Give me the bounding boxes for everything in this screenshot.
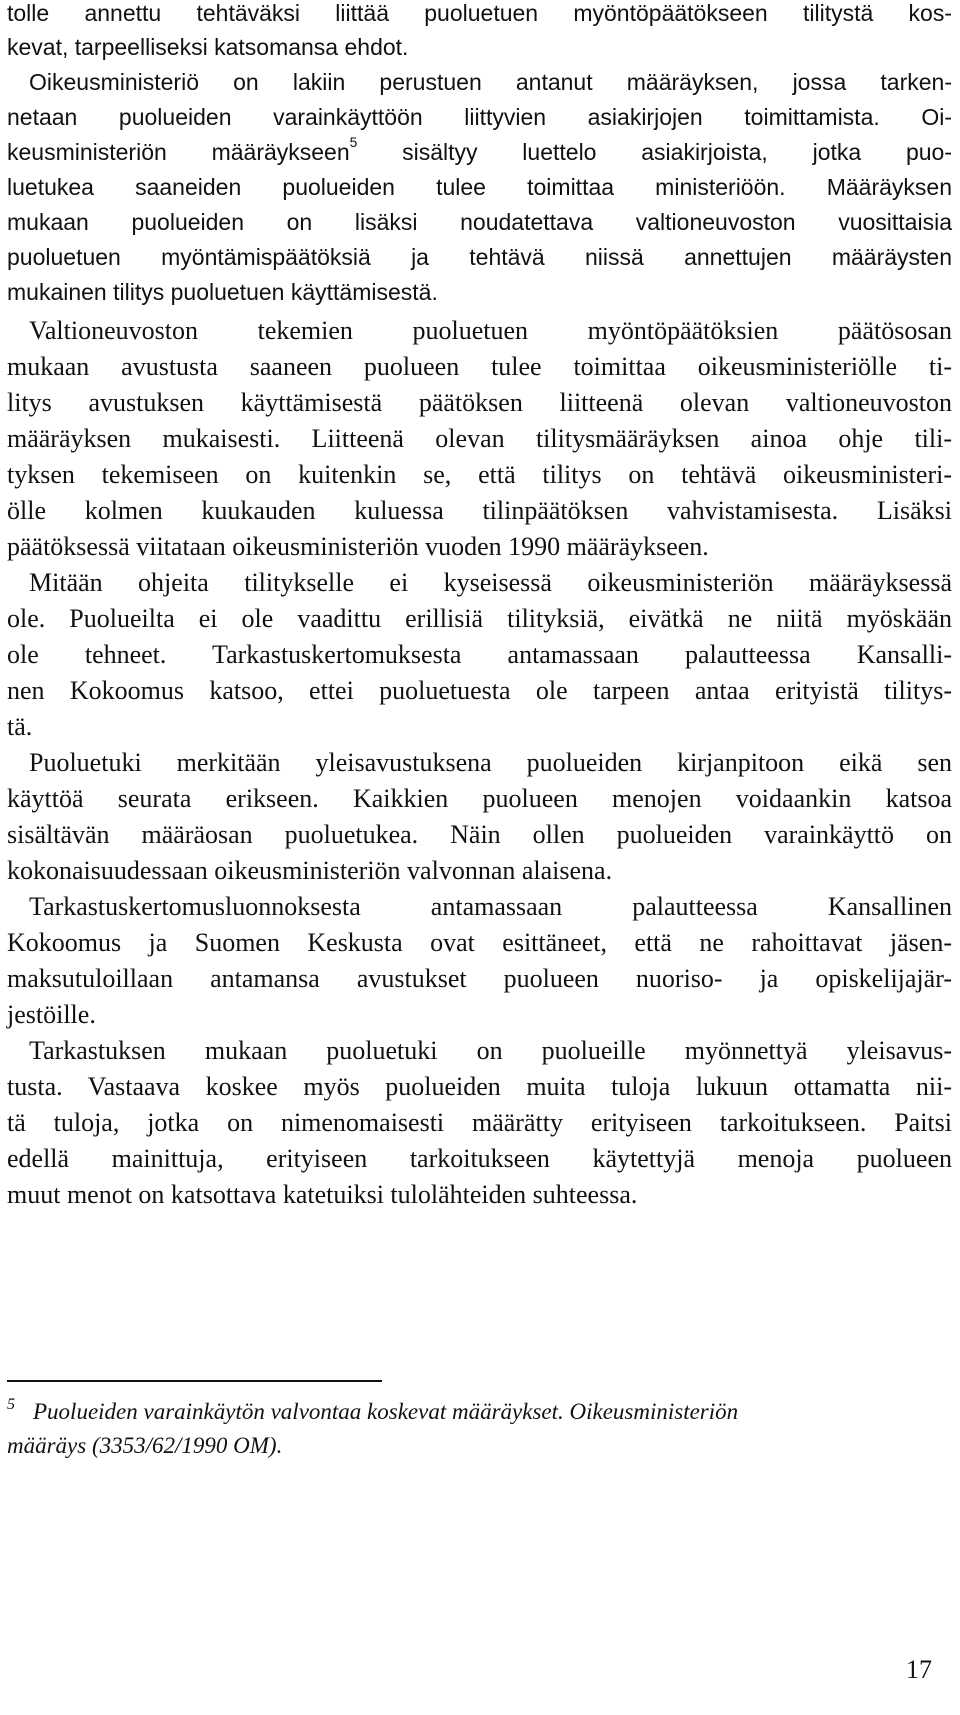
text-line-content: Tarkastuskertomusluonnoksesta antamassaan palautteessa Kansallinen — [29, 892, 952, 921]
text-line-content: puoluetuen myöntämispäätöksiä ja tehtävä niissä annettujen määräysten — [7, 244, 952, 270]
text-line — [7, 106, 952, 129]
text-line — [7, 1182, 637, 1208]
text-line-content: Tarkastuksen mukaan puoluetuki on puolueille myönnettyä yleisavus- — [29, 1036, 952, 1065]
text-line — [7, 966, 952, 992]
text-line — [7, 354, 952, 380]
text-line — [7, 390, 952, 416]
text-line-content: mukaan puolueiden on lisäksi noudatettava valtioneuvoston vuosittaisia — [7, 209, 952, 235]
text-line-content: edellä mainittuja, erityiseen tarkoitukseen käytettyjä menoja puolueen — [7, 1144, 952, 1173]
text-line — [7, 1110, 952, 1136]
text-line — [7, 498, 952, 524]
footnote-text-2: määräys (3353/62/1990 OM). — [7, 1433, 283, 1458]
text-line — [7, 606, 952, 632]
text-line — [7, 36, 408, 59]
text-line — [7, 2, 952, 25]
footnote-text-1: Puolueiden varainkäytön valvontaa koskevat määräykset. Oikeusministeriön — [33, 1399, 739, 1424]
text-line — [7, 71, 952, 94]
text-line-content: Puoluetuki merkitään yleisavustuksena puolueiden kirjanpitoon eikä sen — [29, 748, 952, 777]
footnote-separator — [7, 1380, 382, 1382]
text-line-content: muut menot on katsottava katetuiksi tulolähteiden suhteessa. — [7, 1180, 638, 1209]
text-line — [7, 1038, 952, 1064]
text-line-continuation: sisältyy luettelo asiakirjoista, jotka puo- — [357, 139, 952, 165]
text-line — [7, 642, 952, 668]
text-line — [7, 858, 612, 884]
text-line — [7, 714, 32, 740]
text-line-content: mukainen tilitys puoluetuen käyttämisestä. — [7, 279, 438, 305]
text-line-content: sisältävän määräosan puoluetukea. Näin ollen puolueiden varainkäyttö on — [7, 820, 952, 849]
text-line — [7, 426, 952, 452]
text-line-content: litys avustuksen käyttämisestä päätöksen liitteenä olevan valtioneuvoston — [7, 388, 952, 417]
text-line — [7, 822, 952, 848]
text-line-content: ölle kolmen kuukauden kuluessa tilinpäätöksen vahvistamisesta. Lisäksi — [7, 496, 952, 525]
text-line-content: kevat, tarpeelliseksi katsomansa ehdot. — [7, 34, 409, 60]
text-line-content: Valtioneuvoston tekemien puoluetuen myöntöpäätöksien päätösosan — [29, 316, 952, 345]
text-line-content: Mitään ohjeita tilitykselle ei kyseisessä oikeusministeriön määräyksessä — [29, 568, 952, 597]
footnote-line-1 — [7, 1396, 739, 1424]
text-line — [7, 176, 952, 199]
text-line — [7, 894, 952, 920]
text-line-content: Oikeusministeriö on lakiin perustuen antanut määräyksen, jossa tarken- — [29, 69, 952, 95]
text-line — [7, 462, 952, 488]
text-line-content: määräyksen mukaisesti. Liitteenä olevan tilitysmääräyksen ainoa ohje tili- — [7, 424, 952, 453]
text-line — [7, 1146, 952, 1172]
text-line — [7, 750, 952, 776]
text-line-content: käyttöä seurata erikseen. Kaikkien puolueen menojen voidaankin katsoa — [7, 784, 952, 813]
text-line — [7, 570, 952, 596]
text-line-content: ole. Puolueilta ei ole vaadittu erillisiä tilityksiä, eivätkä ne niitä myöskään — [7, 604, 952, 633]
text-line-content: maksutuloillaan antamansa avustukset puolueen nuoriso- ja opiskelijajär- — [7, 964, 952, 993]
text-line — [7, 281, 438, 304]
text-line-content: tusta. Vastaava koskee myös puolueiden muita tuloja lukuun ottamatta nii- — [7, 1072, 952, 1101]
text-line — [7, 246, 952, 269]
text-line-content: tä. — [7, 712, 33, 741]
text-line-content: ole tehneet. Tarkastuskertomuksesta antamassaan palautteessa Kansalli- — [7, 640, 952, 669]
text-line — [7, 678, 952, 704]
text-line-content: nen Kokoomus katsoo, ettei puoluetuesta ole tarpeen antaa erityistä tilitys- — [7, 676, 952, 705]
text-line — [7, 1074, 952, 1100]
text-line — [7, 135, 952, 165]
text-line-content: tä tuloja, jotka on nimenomaisesti määrätty erityiseen tarkoitukseen. Paitsi — [7, 1108, 952, 1137]
text-line-content: jestöille. — [7, 1000, 96, 1029]
footnote-reference: 5 — [349, 135, 358, 150]
page-number: 17 — [906, 1655, 932, 1684]
text-line — [7, 930, 952, 956]
text-line-content: mukaan avustusta saaneen puolueen tulee toimittaa oikeusministeriölle ti- — [7, 352, 952, 381]
text-line-content: Kokoomus ja Suomen Keskusta ovat esittäneet, että ne rahoittavat jäsen- — [7, 928, 952, 957]
text-line — [7, 211, 952, 234]
text-line-content: tolle annettu tehtäväksi liittää puoluetuen myöntöpäätökseen tilitystä kos- — [7, 0, 952, 26]
text-line-content: netaan puolueiden varainkäyttöön liittyvien asiakirjojen toimittamista. Oi- — [7, 104, 952, 130]
text-line-content: luetukea saaneiden puolueiden tulee toimittaa ministeriöön. Määräyksen — [7, 174, 952, 200]
footnote-number: 5 — [7, 1396, 15, 1413]
text-line-content: päätöksessä viitataan oikeusministeriön vuoden 1990 määräykseen. — [7, 532, 709, 561]
text-line-content: kokonaisuudessaan oikeusministeriön valvonnan alaisena. — [7, 856, 613, 885]
text-line — [7, 1002, 96, 1028]
text-line — [7, 534, 709, 560]
text-line-content: tyksen tekemiseen on kuitenkin se, että tilitys on tehtävä oikeusministeri- — [7, 460, 952, 489]
text-line — [7, 786, 952, 812]
text-line — [7, 318, 952, 344]
footnote-line-2 — [7, 1434, 282, 1457]
text-line-content: keusministeriön määräykseen — [7, 139, 350, 165]
